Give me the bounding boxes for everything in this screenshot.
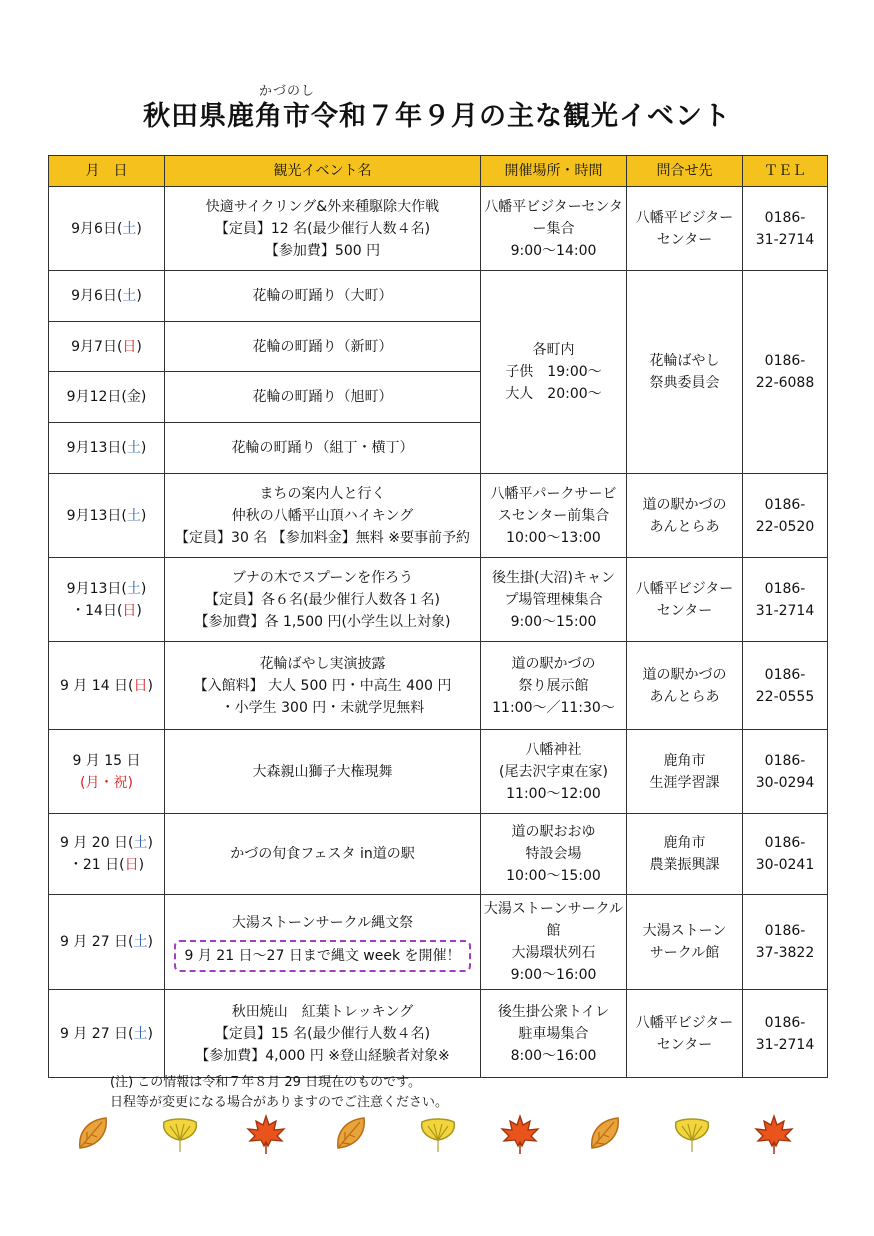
place-cell: 道の駅かづの 祭り展示館 11:00～／11:30～ [481,642,627,730]
footnote [110,1073,448,1113]
table-row [49,990,828,1078]
leaf-icon [584,1112,628,1156]
ginkgo-icon [670,1112,714,1156]
title-ruby: かづのし [258,84,315,99]
contact-cell: 八幡平ビジター センター [627,558,743,642]
maple-icon [244,1112,288,1156]
leaf-icon [330,1112,374,1156]
place-cell: 八幡平ビジターセンタ ー集合 9:00～14:00 [481,187,627,271]
date-cell: 9月7日(日) [49,322,165,372]
maple-icon [752,1112,796,1156]
contact-cell: 八幡平ビジター センター [627,187,743,271]
table-row [49,187,828,271]
event-cell: 花輪の町踊り（旭町） [165,372,481,423]
col-header-event: 観光イベント名 [165,156,481,187]
table-row [49,642,828,730]
table-row [49,271,828,322]
date-cell: 9月13日(土) [49,474,165,558]
tel-cell: 0186- 22-0555 [743,642,828,730]
date-cell: 9 月 14 日(日) [49,642,165,730]
place-cell: 大湯ストーンサークル 館 大湯環状列石 9:00～16:00 [481,895,627,990]
event-cell: 大湯ストーンサークル縄文祭 9 月 21 日～27 日まで縄文 week を開催！ [165,895,481,990]
tel-cell: 0186- 31-2714 [743,558,828,642]
place-cell: 八幡平パークサービ スセンター前集合 10:00～13:00 [481,474,627,558]
footnote-line: (注) この情報は令和７年８月 29 日現在のものです。 [110,1075,422,1090]
date-cell: 9月12日(金) [49,372,165,423]
ginkgo-icon [158,1112,202,1156]
event-cell: 大森親山獅子大権現舞 [165,730,481,814]
place-cell: 各町内 子供 19:00～ 大人 20:00～ [481,271,627,474]
leaf-decoration [72,1112,812,1162]
event-cell: 秋田焼山 紅葉トレッキング 【定員】15 名(最少催行人数４名) 【参加費】4,000 円 ※登山経験者対象※ [165,990,481,1078]
tel-cell: 0186- 22-6088 [743,271,828,474]
date-cell: 9 月 27 日(土) [49,990,165,1078]
events-table [48,155,828,1078]
tel-cell: 0186- 30-0241 [743,814,828,895]
contact-cell: 大湯ストーン サークル館 [627,895,743,990]
ginkgo-icon [416,1112,460,1156]
col-header-contact: 問合せ先 [627,156,743,187]
maple-icon [498,1112,542,1156]
contact-cell: 八幡平ビジター センター [627,990,743,1078]
col-header-place: 開催場所・時間 [481,156,627,187]
event-cell: 花輪の町踊り（新町） [165,322,481,372]
table-row [49,895,828,990]
tel-cell: 0186- 31-2714 [743,990,828,1078]
place-cell: 後生掛(大沼)キャン プ場管理棟集合 9:00～15:00 [481,558,627,642]
date-cell: 9月6日(土) [49,187,165,271]
date-cell: 9 月 27 日(土) [49,895,165,990]
place-cell: 道の駅おおゆ 特設会場 10:00～15:00 [481,814,627,895]
event-cell: 快適サイクリング&外来種駆除大作戦 【定員】12 名(最少催行人数４名) 【参加費】500 円 [165,187,481,271]
event-cell: 花輪の町踊り（大町） [165,271,481,322]
contact-cell: 鹿角市 農業振興課 [627,814,743,895]
tel-cell: 0186- 37-3822 [743,895,828,990]
place-cell: 後生掛公衆トイレ 駐車場集合 8:00～16:00 [481,990,627,1078]
jomon-week-notice: 9 月 21 日～27 日まで縄文 week を開催！ [174,940,470,972]
tel-cell: 0186- 30-0294 [743,730,828,814]
date-cell: 9月6日(土) [49,271,165,322]
col-header-tel: ＴＥＬ [743,156,828,187]
contact-cell: 花輪ばやし 祭典委員会 [627,271,743,474]
event-cell: 花輪ばやし実演披露 【入館料】 大人 500 円・中高生 400 円 ・小学生 300 円・未就学児無料 [165,642,481,730]
leaf-icon [72,1112,116,1156]
table-row [49,474,828,558]
table-row [49,814,828,895]
table-header-row [49,156,828,187]
contact-cell: 鹿角市 生涯学習課 [627,730,743,814]
page-title: 秋田県鹿角市令和７年９月の主な観光イベント [143,101,731,132]
date-cell: 9 月 15 日 (月・祝) [49,730,165,814]
date-cell: 9月13日(土) [49,423,165,474]
tel-cell: 0186- 31-2714 [743,187,828,271]
place-cell: 八幡神社 (尾去沢字東在家) 11:00～12:00 [481,730,627,814]
date-cell: 9月13日(土) ・14日(日) [49,558,165,642]
footnote-line: 日程等が変更になる場合がありますのでご注意ください。 [110,1095,449,1110]
table-row [49,558,828,642]
tel-cell: 0186- 22-0520 [743,474,828,558]
contact-cell: 道の駅かづの あんとらあ [627,642,743,730]
table-row [49,730,828,814]
event-cell: かづの旬食フェスタ in道の駅 [165,814,481,895]
col-header-date: 月 日 [49,156,165,187]
event-cell: まちの案内人と行く 仲秋の八幡平山頂ハイキング 【定員】30 名 【参加料金】無料 ※要事前予約 [165,474,481,558]
date-cell: 9 月 20 日(土) ・21 日(日) [49,814,165,895]
contact-cell: 道の駅かづの あんとらあ [627,474,743,558]
event-cell: 花輪の町踊り（組丁・横丁） [165,423,481,474]
event-cell: ブナの木でスプーンを作ろう 【定員】各６名(最少催行人数各１名) 【参加費】各 1,500 円(小学生以上対象) [165,558,481,642]
